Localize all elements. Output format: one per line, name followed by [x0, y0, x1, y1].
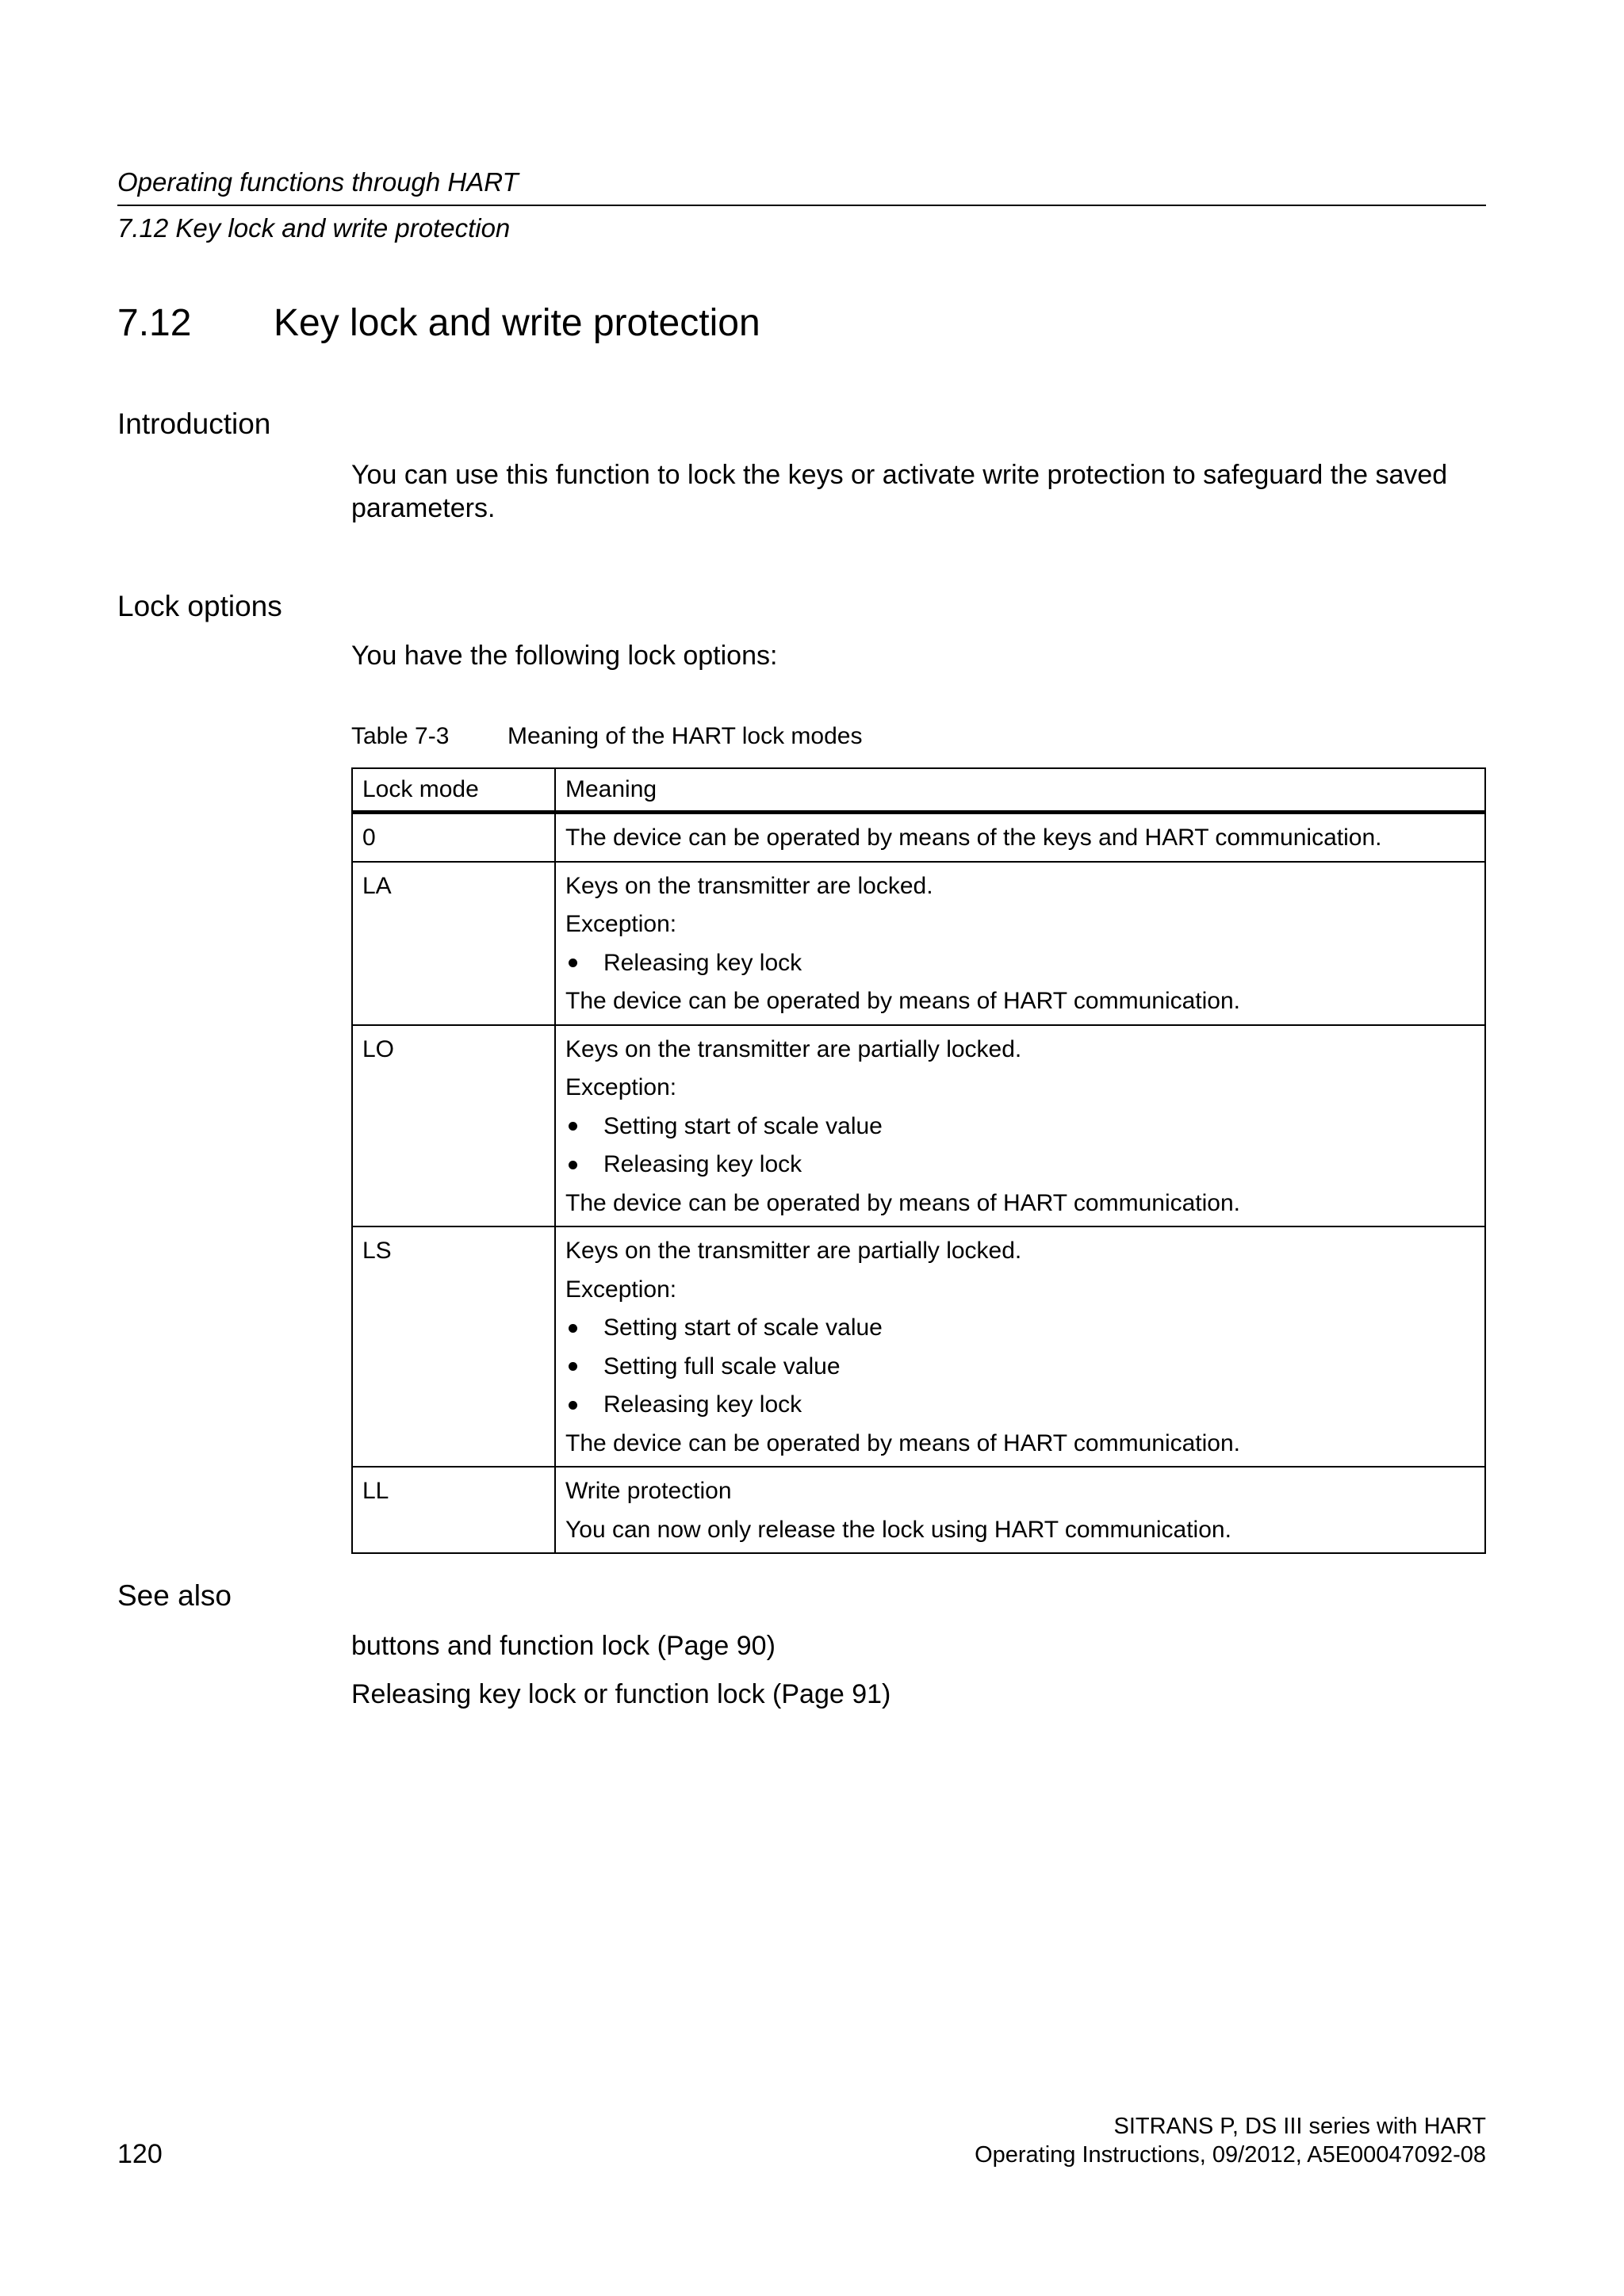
table-row — [352, 1226, 1485, 1467]
lock-mode-cell — [352, 862, 555, 1025]
meaning-line: The device can be operated by means of HART communication. — [565, 988, 1241, 1014]
page-number: 120 — [117, 2139, 163, 2169]
meaning-cell — [555, 1226, 1485, 1467]
lock-modes-table — [351, 767, 1486, 1554]
table-caption-title: Meaning of the HART lock modes — [508, 723, 863, 749]
table-row — [352, 862, 1485, 1025]
lock-mode-value: LS — [362, 1238, 392, 1264]
meaning-line: Exception: — [565, 911, 677, 937]
bullet-dot-icon — [569, 959, 577, 967]
lock-options-text: You have the following lock options: — [351, 641, 778, 671]
lock-mode-cell — [352, 1467, 555, 1553]
meaning-line: Exception: — [565, 1276, 677, 1303]
footer-document: Operating Instructions, 09/2012, A5E00047092-08 — [975, 2142, 1486, 2168]
meaning-line: The device can be operated by means of HART communication. — [565, 1189, 1241, 1216]
meaning-cell — [555, 1467, 1485, 1553]
lock-mode-value: LL — [362, 1478, 389, 1504]
bullet-item — [565, 1386, 1475, 1425]
meaning-cell — [555, 862, 1485, 1025]
see-also-heading: See also — [117, 1579, 232, 1612]
meaning-line: You can now only release the lock using HART communication. — [565, 1516, 1231, 1543]
running-header — [117, 165, 1486, 246]
lock-mode-value: LA — [362, 872, 392, 899]
meaning-cell — [555, 813, 1485, 862]
bullet-item — [565, 1108, 1475, 1146]
lock-mode-value: LO — [362, 1035, 395, 1062]
bullet-dot-icon — [569, 1161, 577, 1169]
section-title: Key lock and write protection — [274, 302, 760, 344]
introduction-text: You can use this function to lock the keys or activate write protection to safeguard the saved parameters. — [351, 460, 1448, 523]
see-also-link-releasing-key-lock[interactable]: Releasing key lock or function lock (Page 91) — [351, 1679, 891, 1709]
bullet-text: Setting full scale value — [603, 1353, 841, 1380]
meaning-line: Exception: — [565, 1074, 677, 1100]
bullet-item — [565, 1309, 1475, 1348]
header-rule — [117, 205, 1486, 206]
lock-mode-cell — [352, 1226, 555, 1467]
see-also-link-buttons-function-lock[interactable]: buttons and function lock (Page 90) — [351, 1631, 776, 1661]
table-row — [352, 1025, 1485, 1227]
footer-document-info — [975, 2112, 1486, 2169]
table-caption-number: Table 7-3 — [351, 723, 450, 749]
table-header-row — [352, 768, 1485, 813]
bullet-item — [565, 944, 1475, 983]
meaning-line: Write protection — [565, 1478, 732, 1504]
lock-mode-value: 0 — [362, 825, 376, 851]
bullet-text: Releasing key lock — [603, 1151, 802, 1177]
bullet-dot-icon — [569, 1401, 577, 1410]
table-row — [352, 1467, 1485, 1553]
lock-options-heading: Lock options — [117, 590, 282, 622]
bullet-item — [565, 1348, 1475, 1387]
header-section: 7.12 Key lock and write protection — [117, 213, 511, 243]
meaning-line: The device can be operated by means of the keys and HART communication. — [565, 825, 1382, 851]
lock-mode-cell — [352, 813, 555, 862]
introduction-heading: Introduction — [117, 408, 271, 440]
bullet-text: Releasing key lock — [603, 949, 802, 976]
meaning-line: Keys on the transmitter are partially locked. — [565, 1035, 1022, 1062]
meaning-line: The device can be operated by means of HART communication. — [565, 1429, 1241, 1456]
bullet-text: Setting start of scale value — [603, 1314, 883, 1341]
footer-product: SITRANS P, DS III series with HART — [1113, 2114, 1486, 2139]
bullet-item — [565, 1146, 1475, 1184]
meaning-line: Keys on the transmitter are partially locked. — [565, 1238, 1022, 1264]
lock-mode-cell — [352, 1025, 555, 1227]
section-number: 7.12 — [117, 302, 192, 344]
header-chapter: Operating functions through HART — [117, 167, 519, 197]
bullet-dot-icon — [569, 1122, 577, 1131]
table-caption — [351, 721, 862, 752]
meaning-cell — [555, 1025, 1485, 1227]
meaning-line: Keys on the transmitter are locked. — [565, 872, 933, 899]
column-header-meaning: Meaning — [555, 768, 1485, 813]
bullet-dot-icon — [569, 1362, 577, 1371]
bullet-text: Releasing key lock — [603, 1391, 802, 1418]
column-header-lock-mode: Lock mode — [352, 768, 555, 813]
table-row — [352, 813, 1485, 862]
bullet-text: Setting start of scale value — [603, 1112, 883, 1139]
bullet-dot-icon — [569, 1324, 577, 1333]
